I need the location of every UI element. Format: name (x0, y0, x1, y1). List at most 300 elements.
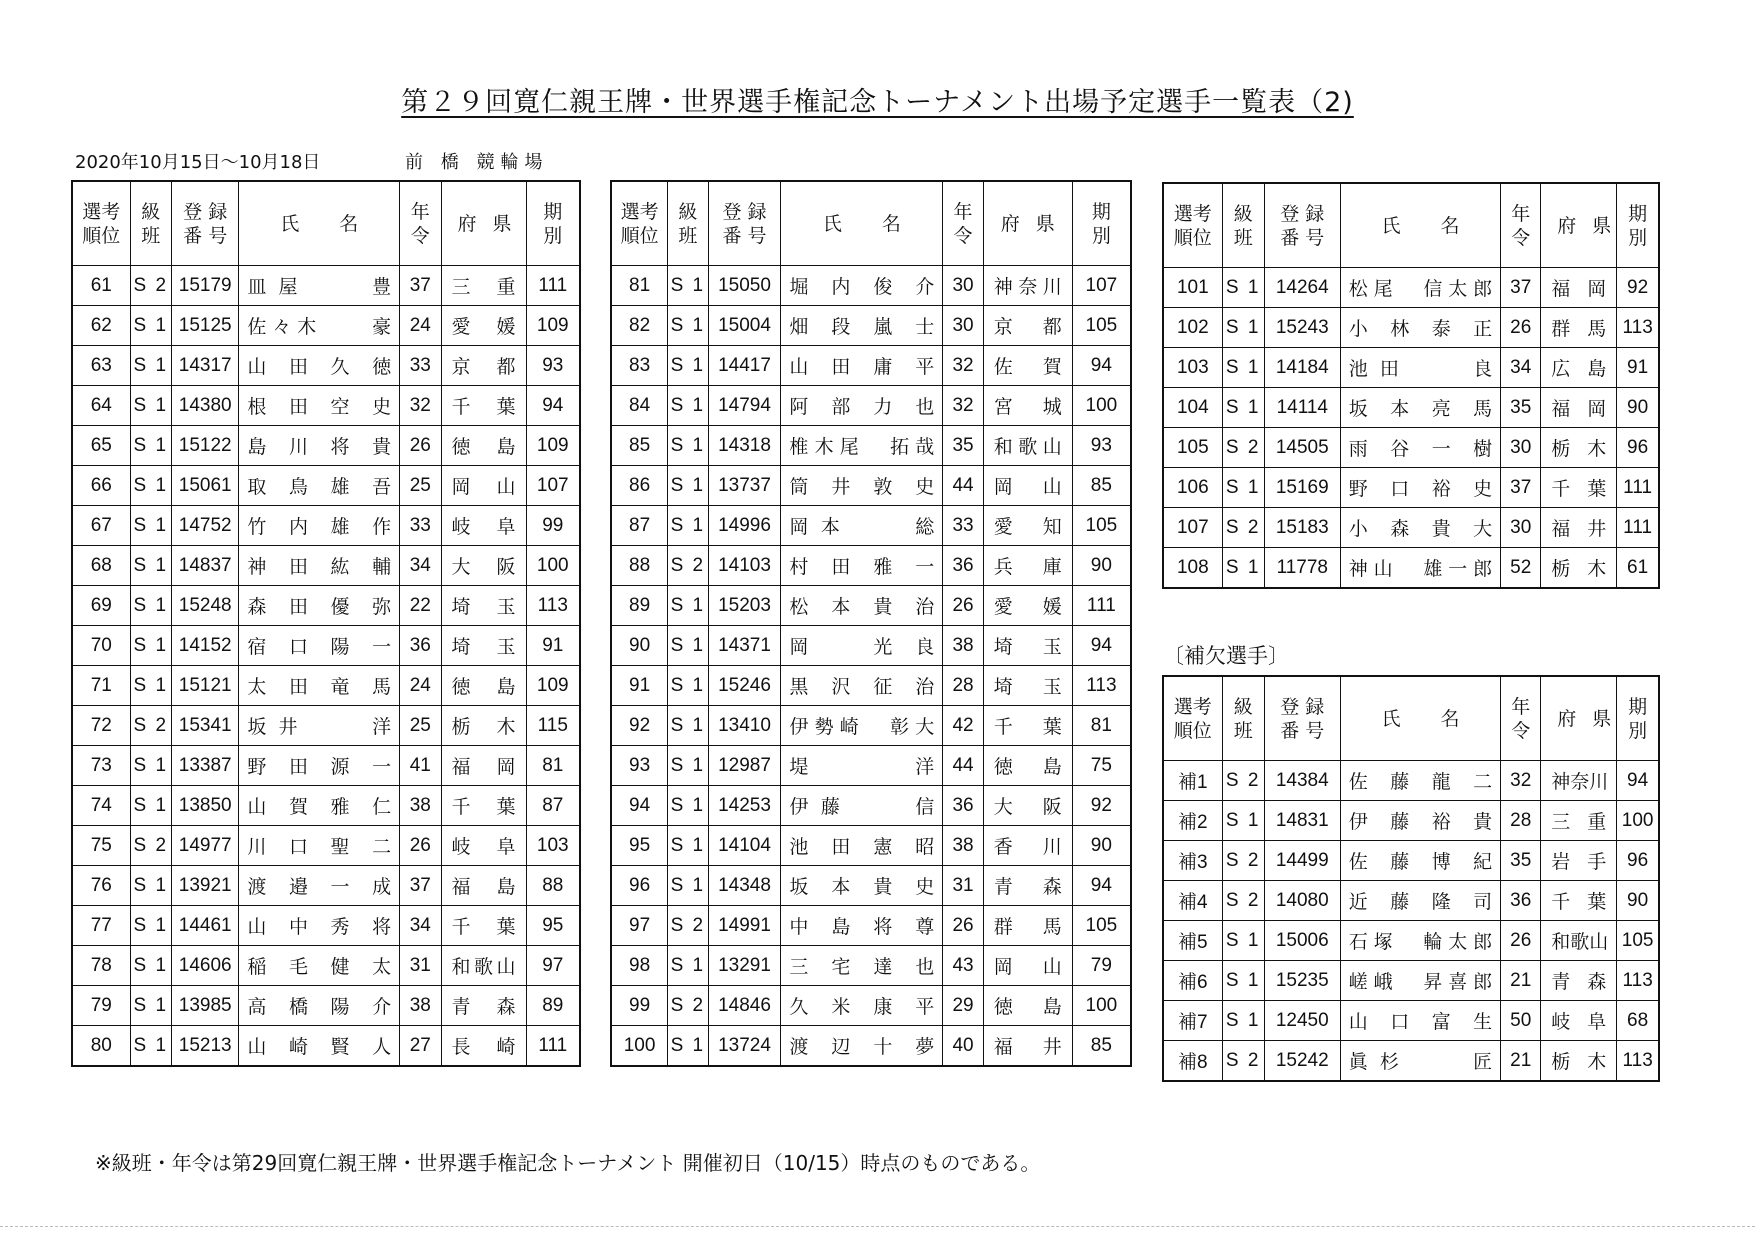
cell-reg: 14831 (1264, 801, 1340, 841)
cell-pref: 群馬 (983, 906, 1072, 946)
table-row (611, 986, 1131, 1026)
roster-table-3 (1162, 182, 1660, 589)
event-dates: 2020年10月15日～10月18日 (75, 152, 321, 173)
header-row (611, 181, 1131, 266)
cell-cls: S 1 (1222, 1001, 1264, 1041)
header-text-reg: 登 録 (1280, 202, 1325, 225)
cell-pref: 岐阜 (1541, 1001, 1617, 1041)
header-row (1163, 676, 1659, 761)
cell-age: 38 (943, 626, 983, 666)
cell-rank: 86 (611, 466, 668, 506)
column-header-rank (72, 181, 130, 266)
cell-name: 黒沢征治 (781, 666, 943, 706)
table-row (611, 546, 1131, 586)
cell-age: 24 (400, 666, 441, 706)
cell-pref: 徳島 (441, 426, 526, 466)
header-text-age: 年 (1511, 202, 1531, 225)
table-row (1163, 348, 1659, 388)
column-header-pref (983, 181, 1072, 266)
header-text-class: 級 (1233, 695, 1253, 718)
cell-age: 32 (400, 386, 441, 426)
cell-age: 36 (943, 786, 983, 826)
column-header-age (1501, 183, 1541, 268)
column-header-rank (1163, 183, 1222, 268)
cell-name: 山口富生 (1340, 1001, 1500, 1041)
column-header-rank (611, 181, 668, 266)
cell-reg: 15242 (1264, 1041, 1340, 1082)
cell-term: 113 (1072, 666, 1131, 706)
cell-cls: S 1 (668, 706, 708, 746)
header-text-class: 級 (141, 200, 161, 223)
cell-cls: S 1 (130, 506, 171, 546)
cell-rank: 66 (72, 466, 130, 506)
cell-rank: 補8 (1163, 1041, 1222, 1082)
cell-name: 山賀雅仁 (239, 786, 400, 826)
cell-reg: 14794 (708, 386, 781, 426)
cell-reg: 14505 (1264, 428, 1340, 468)
cell-pref: 千葉 (1541, 881, 1617, 921)
header-text-reg: 番 号 (722, 224, 767, 247)
cell-reg: 15341 (172, 706, 239, 746)
page-title: 第２９回寛仁親王牌・世界選手権記念トーナメント出場予定選手一覧表（2) (401, 87, 1354, 118)
cell-pref: 千葉 (1541, 468, 1617, 508)
column-header-rank (1163, 676, 1222, 761)
cell-term: 109 (526, 426, 580, 466)
cell-term: 105 (1072, 506, 1131, 546)
cell-term: 99 (526, 506, 580, 546)
roster-table-1 (71, 180, 581, 1067)
cell-name: 坂井 洋 (239, 706, 400, 746)
cell-cls: S 1 (130, 986, 171, 1026)
cell-pref: 千葉 (983, 706, 1072, 746)
cell-reg: 12450 (1264, 1001, 1340, 1041)
cell-term: 87 (526, 786, 580, 826)
cell-term: 90 (1072, 546, 1131, 586)
table-row (72, 986, 580, 1026)
cell-cls: S 2 (1222, 761, 1264, 801)
cell-reg: 14264 (1264, 268, 1340, 308)
cell-term: 94 (526, 386, 580, 426)
cell-pref: 栃木 (441, 706, 526, 746)
cell-name: 渡辺十夢 (781, 1026, 943, 1067)
table-row (1163, 801, 1659, 841)
table-row (72, 906, 580, 946)
cell-term: 97 (526, 946, 580, 986)
cell-term: 107 (1072, 266, 1131, 306)
cell-age: 52 (1501, 548, 1541, 589)
header-text-pref: 府県 (457, 212, 528, 235)
table-row (72, 426, 580, 466)
cell-reg: 14846 (708, 986, 781, 1026)
cell-age: 37 (400, 266, 441, 306)
table-row (611, 946, 1131, 986)
cell-name: 眞杉 匠 (1340, 1041, 1500, 1082)
cell-rank: 92 (611, 706, 668, 746)
cell-cls: S 1 (1222, 308, 1264, 348)
cell-reg: 15246 (708, 666, 781, 706)
cell-term: 94 (1072, 626, 1131, 666)
cell-name: 佐藤龍二 (1340, 761, 1500, 801)
cell-reg: 15050 (708, 266, 781, 306)
cell-term: 68 (1617, 1001, 1659, 1041)
cell-cls: S 1 (130, 466, 171, 506)
column-header-name (1340, 183, 1500, 268)
cell-age: 42 (943, 706, 983, 746)
cell-reg: 14080 (1264, 881, 1340, 921)
cell-pref: 岐阜 (441, 826, 526, 866)
table-row (72, 946, 580, 986)
column-header-class (668, 181, 708, 266)
cell-reg: 13985 (172, 986, 239, 1026)
cell-pref: 三重 (1541, 801, 1617, 841)
cell-name: 稲毛健太 (239, 946, 400, 986)
cell-term: 96 (1617, 841, 1659, 881)
cell-reg: 14996 (708, 506, 781, 546)
cell-name: 小森貴大 (1340, 508, 1500, 548)
cell-age: 35 (943, 426, 983, 466)
cell-name: 坂本貴史 (781, 866, 943, 906)
cell-term: 109 (526, 306, 580, 346)
cell-term: 90 (1617, 881, 1659, 921)
cell-rank: 104 (1163, 388, 1222, 428)
header-text-name: 氏名 (280, 212, 399, 235)
page-edge-line (0, 1226, 1755, 1227)
cell-age: 26 (943, 586, 983, 626)
cell-cls: S 1 (1222, 388, 1264, 428)
table-row (72, 866, 580, 906)
header-text-rank: 選考 (82, 200, 121, 223)
cell-pref: 埼玉 (441, 586, 526, 626)
cell-pref: 福島 (441, 866, 526, 906)
cell-pref: 青森 (1541, 961, 1617, 1001)
cell-age: 31 (943, 866, 983, 906)
cell-name: 坂本亮馬 (1340, 388, 1500, 428)
cell-term: 94 (1072, 866, 1131, 906)
table-row (611, 1026, 1131, 1067)
cell-reg: 15006 (1264, 921, 1340, 961)
cell-name: 佐藤博紀 (1340, 841, 1500, 881)
header-text-rank: 選考 (1173, 695, 1212, 718)
cell-name: 渡邉一成 (239, 866, 400, 906)
cell-age: 21 (1501, 1041, 1541, 1082)
cell-cls: S 1 (130, 946, 171, 986)
cell-rank: 91 (611, 666, 668, 706)
cell-cls: S 1 (668, 586, 708, 626)
cell-cls: S 2 (130, 826, 171, 866)
cell-rank: 102 (1163, 308, 1222, 348)
cell-term: 100 (1072, 386, 1131, 426)
table-row (72, 826, 580, 866)
cell-name: 山崎賢人 (239, 1026, 400, 1067)
cell-name: 松尾 信太郎 (1340, 268, 1500, 308)
cell-pref: 千葉 (441, 906, 526, 946)
cell-age: 33 (400, 346, 441, 386)
cell-cls: S 1 (130, 1026, 171, 1067)
cell-pref: 徳島 (983, 986, 1072, 1026)
table-row (72, 1026, 580, 1067)
table-row (72, 786, 580, 826)
cell-pref: 神奈川 (1541, 761, 1617, 801)
cell-age: 40 (943, 1026, 983, 1067)
table-row (1163, 428, 1659, 468)
cell-rank: 70 (72, 626, 130, 666)
cell-term: 85 (1072, 1026, 1131, 1067)
cell-name: 石塚 輪太郎 (1340, 921, 1500, 961)
cell-term: 91 (526, 626, 580, 666)
cell-pref: 香川 (983, 826, 1072, 866)
table-row (611, 386, 1131, 426)
header-row (72, 181, 580, 266)
cell-rank: 72 (72, 706, 130, 746)
cell-rank: 補5 (1163, 921, 1222, 961)
cell-rank: 78 (72, 946, 130, 986)
header-text-name: 氏名 (1381, 707, 1500, 730)
cell-name: 竹内雄作 (239, 506, 400, 546)
cell-rank: 76 (72, 866, 130, 906)
cell-name: 椎木尾 拓哉 (781, 426, 943, 466)
cell-age: 50 (1501, 1001, 1541, 1041)
table-row (72, 706, 580, 746)
cell-cls: S 1 (668, 866, 708, 906)
header-text-rank: 選考 (1173, 202, 1212, 225)
cell-reg: 15183 (1264, 508, 1340, 548)
cell-reg: 15179 (172, 266, 239, 306)
cell-age: 38 (400, 986, 441, 1026)
cell-rank: 65 (72, 426, 130, 466)
cell-rank: 85 (611, 426, 668, 466)
cell-cls: S 2 (668, 906, 708, 946)
cell-pref: 岩手 (1541, 841, 1617, 881)
cell-rank: 105 (1163, 428, 1222, 468)
cell-reg: 15125 (172, 306, 239, 346)
cell-rank: 100 (611, 1026, 668, 1067)
cell-cls: S 1 (668, 506, 708, 546)
cell-term: 111 (1617, 508, 1659, 548)
cell-name: 皿屋 豊 (239, 266, 400, 306)
cell-age: 30 (1501, 428, 1541, 468)
cell-name: 堀内俊介 (781, 266, 943, 306)
cell-pref: 群馬 (1541, 308, 1617, 348)
cell-cls: S 2 (130, 706, 171, 746)
cell-age: 29 (943, 986, 983, 1026)
cell-reg: 14152 (172, 626, 239, 666)
cell-pref: 神奈川 (983, 266, 1072, 306)
cell-rank: 96 (611, 866, 668, 906)
cell-rank: 補7 (1163, 1001, 1222, 1041)
cell-cls: S 1 (130, 426, 171, 466)
cell-cls: S 1 (668, 1026, 708, 1067)
cell-reg: 15248 (172, 586, 239, 626)
cell-term: 89 (526, 986, 580, 1026)
cell-reg: 11778 (1264, 548, 1340, 589)
cell-cls: S 1 (668, 386, 708, 426)
cell-rank: 99 (611, 986, 668, 1026)
cell-rank: 94 (611, 786, 668, 826)
cell-pref: 青森 (441, 986, 526, 1026)
cell-term: 105 (1617, 921, 1659, 961)
cell-rank: 82 (611, 306, 668, 346)
cell-name: 筒井敦史 (781, 466, 943, 506)
cell-name: 雨谷一樹 (1340, 428, 1500, 468)
cell-cls: S 1 (130, 546, 171, 586)
cell-pref: 千葉 (441, 386, 526, 426)
cell-age: 24 (400, 306, 441, 346)
cell-age: 34 (400, 546, 441, 586)
cell-name: 畑段嵐士 (781, 306, 943, 346)
cell-term: 92 (1072, 786, 1131, 826)
cell-cls: S 2 (1222, 508, 1264, 548)
cell-age: 36 (400, 626, 441, 666)
header-text-name: 氏名 (1381, 214, 1500, 237)
cell-rank: 98 (611, 946, 668, 986)
cell-rank: 69 (72, 586, 130, 626)
cell-pref: 京都 (983, 306, 1072, 346)
cell-rank: 補4 (1163, 881, 1222, 921)
cell-term: 111 (1072, 586, 1131, 626)
cell-age: 32 (1501, 761, 1541, 801)
column-header-age (943, 181, 983, 266)
cell-pref: 大阪 (983, 786, 1072, 826)
cell-rank: 63 (72, 346, 130, 386)
cell-pref: 埼玉 (441, 626, 526, 666)
cell-age: 37 (400, 866, 441, 906)
cell-pref: 岡山 (983, 946, 1072, 986)
cell-pref: 三重 (441, 266, 526, 306)
header-text-age: 令 (1511, 226, 1531, 249)
table-row (611, 626, 1131, 666)
cell-cls: S 1 (130, 586, 171, 626)
cell-rank: 79 (72, 986, 130, 1026)
table-row (1163, 308, 1659, 348)
column-header-name (781, 181, 943, 266)
cell-rank: 103 (1163, 348, 1222, 388)
table-row (611, 466, 1131, 506)
cell-pref: 宮城 (983, 386, 1072, 426)
cell-rank: 73 (72, 746, 130, 786)
column-header-reg (708, 181, 781, 266)
cell-reg: 14384 (1264, 761, 1340, 801)
cell-term: 94 (1617, 761, 1659, 801)
cell-reg: 13724 (708, 1026, 781, 1067)
column-header-age (400, 181, 441, 266)
header-text-rank: 順位 (1173, 719, 1212, 742)
cell-term: 92 (1617, 268, 1659, 308)
cell-cls: S 1 (130, 746, 171, 786)
cell-cls: S 1 (1222, 961, 1264, 1001)
table-row (611, 426, 1131, 466)
cell-rank: 93 (611, 746, 668, 786)
table-row (611, 666, 1131, 706)
cell-reg: 15243 (1264, 308, 1340, 348)
header-text-age: 令 (953, 224, 973, 247)
cell-rank: 89 (611, 586, 668, 626)
cell-term: 105 (1072, 306, 1131, 346)
cell-cls: S 1 (668, 746, 708, 786)
cell-rank: 101 (1163, 268, 1222, 308)
cell-rank: 補6 (1163, 961, 1222, 1001)
cell-reg: 12987 (708, 746, 781, 786)
cell-name: 近藤隆司 (1340, 881, 1500, 921)
cell-age: 30 (943, 306, 983, 346)
cell-reg: 15235 (1264, 961, 1340, 1001)
cell-reg: 14348 (708, 866, 781, 906)
cell-name: 佐々木 豪 (239, 306, 400, 346)
cell-age: 26 (1501, 308, 1541, 348)
cell-age: 26 (1501, 921, 1541, 961)
cell-term: 81 (526, 746, 580, 786)
cell-rank: 90 (611, 626, 668, 666)
cell-name: 野田源一 (239, 746, 400, 786)
cell-pref: 和歌山 (1541, 921, 1617, 961)
cell-reg: 14499 (1264, 841, 1340, 881)
cell-cls: S 2 (1222, 428, 1264, 468)
cell-reg: 14104 (708, 826, 781, 866)
cell-pref: 福岡 (441, 746, 526, 786)
cell-reg: 14371 (708, 626, 781, 666)
table-row (1163, 1041, 1659, 1082)
cell-term: 111 (1617, 468, 1659, 508)
cell-reg: 13921 (172, 866, 239, 906)
column-header-reg (1264, 676, 1340, 761)
cell-cls: S 1 (130, 306, 171, 346)
table-row (1163, 508, 1659, 548)
table-row (72, 586, 580, 626)
header-text-term: 期 (1091, 200, 1111, 223)
cell-reg: 14103 (708, 546, 781, 586)
cell-cls: S 1 (668, 826, 708, 866)
cell-rank: 補3 (1163, 841, 1222, 881)
table-row (611, 826, 1131, 866)
cell-pref: 和歌山 (441, 946, 526, 986)
table-row (72, 746, 580, 786)
cell-term: 81 (1072, 706, 1131, 746)
cell-reg: 13291 (708, 946, 781, 986)
cell-age: 22 (400, 586, 441, 626)
cell-rank: 64 (72, 386, 130, 426)
table-row (1163, 1001, 1659, 1041)
column-header-pref (1541, 183, 1628, 268)
header-text-reg: 番 号 (1280, 719, 1325, 742)
cell-name: 神山 雄一郎 (1340, 548, 1500, 589)
cell-reg: 14253 (708, 786, 781, 826)
column-header-age (1501, 676, 1541, 761)
cell-term: 113 (1617, 308, 1659, 348)
cell-term: 96 (1617, 428, 1659, 468)
cell-rank: 81 (611, 266, 668, 306)
cell-rank: 67 (72, 506, 130, 546)
cell-age: 38 (943, 826, 983, 866)
cell-cls: S 1 (130, 346, 171, 386)
cell-name: 岡本 総 (781, 506, 943, 546)
cell-term: 90 (1617, 388, 1659, 428)
header-text-term: 期 (1628, 202, 1648, 225)
cell-age: 38 (400, 786, 441, 826)
cell-pref: 福岡 (1541, 388, 1617, 428)
cell-term: 85 (1072, 466, 1131, 506)
cell-name: 宿口陽一 (239, 626, 400, 666)
cell-cls: S 1 (668, 666, 708, 706)
header-text-age: 年 (1511, 695, 1531, 718)
cell-rank: 84 (611, 386, 668, 426)
cell-cls: S 2 (668, 986, 708, 1026)
cell-term: 91 (1617, 348, 1659, 388)
table-row (72, 306, 580, 346)
header-text-age: 年 (410, 200, 430, 223)
column-header-class (1222, 183, 1264, 268)
cell-name: 森田優弥 (239, 586, 400, 626)
cell-name: 島川将貴 (239, 426, 400, 466)
cell-reg: 14977 (172, 826, 239, 866)
